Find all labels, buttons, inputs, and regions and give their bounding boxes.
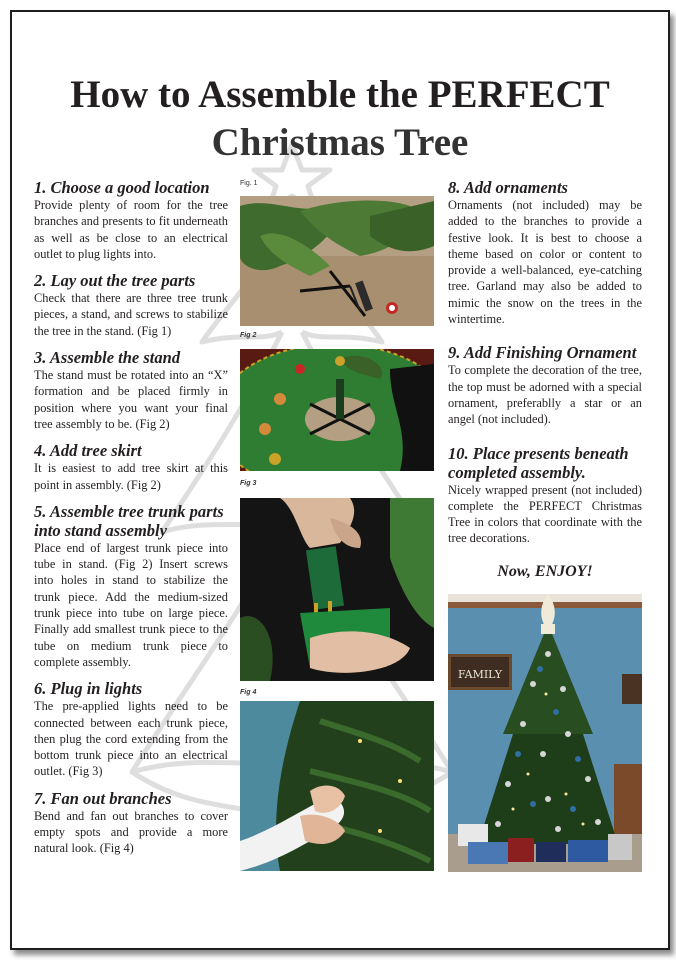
step-8 — [448, 178, 642, 327]
family-sign: FAMILY — [457, 668, 503, 681]
step-6 — [34, 679, 228, 779]
step-body: Nicely wrapped present (not included) complete the PERFECT Christmas Tree in colors that coordinate with the tree decorations. — [448, 482, 642, 546]
step-body: Bend and fan out branches to cover empty spots and provide a more natural look. (Fig 4) — [34, 808, 228, 856]
fig-3-label: Fig 3 — [240, 480, 257, 487]
step-body: It is easiest to add tree skirt at this point in assembly. (Fig 2) — [34, 461, 228, 492]
step-10 — [448, 444, 642, 547]
step-4 — [34, 441, 228, 493]
fig-4-photo — [240, 701, 434, 871]
step-2 — [34, 271, 228, 339]
step-1 — [34, 178, 228, 262]
step-body: The stand must be rotated into an “X” formation and be placed firmly in position where you want your final tree assembly to be. (Fig 2) — [34, 368, 228, 431]
fig-2-photo — [240, 349, 434, 471]
page-title: How to Assemble the PERFECT — [70, 73, 610, 116]
step-9 — [448, 343, 642, 427]
steps-right-column — [448, 178, 642, 581]
step-heading: 6. Plug in lights — [34, 679, 143, 699]
step-body: The pre-applied lights need to be connected between each trunk piece, then plug the cord extending from the bottom trunk piece into an electrical outlet. (Fig 3) — [34, 699, 228, 779]
step-heading: 7. Fan out branches — [34, 788, 172, 808]
step-body: Ornaments (not included) may be added to the branches to provide a festive look. It is best to choose a theme based on color or content to provide a well-balanced, eye-catching tree. Garland may also be added to mimic the snow on the trees in the wintertime. — [448, 198, 642, 327]
final-tree-photo — [448, 594, 642, 872]
step-heading: 2. Lay out the tree parts — [34, 271, 196, 291]
steps-left-column — [34, 178, 228, 866]
fig-1-label: Fig. 1 — [240, 180, 258, 187]
step-3 — [34, 348, 228, 432]
step-heading: 10. Place presents beneath completed assembly. — [448, 443, 629, 482]
step-body: Provide plenty of room for the tree branches and presents to fit underneath as well as be close to an electrical outlet to plug lights into. — [34, 198, 228, 261]
step-body: To complete the decoration of the tree, the top must be adorned with a special ornament, preferablly a star or an angel (not included). — [448, 363, 642, 427]
page-subtitle: Christmas Tree — [211, 121, 469, 164]
step-7 — [34, 789, 228, 857]
step-heading: 4. Add tree skirt — [34, 441, 142, 461]
step-heading: 3. Assemble the stand — [34, 348, 181, 368]
step-body: Check that there are three tree trunk pieces, a stand, and screws to stabilize the tree in the stand. (Fig 1) — [34, 291, 228, 338]
step-body: Place end of largest trunk piece into tube in stand. (Fig 2) Insert screws into holes in stand to stabilize the trunk piece. Add the medium-sized trunk piece into tube on large piece. Finally add smallest trunk piece to the tube on medium trunk piece to complete assembly. — [34, 540, 228, 669]
step-heading: 8. Add ornaments — [448, 178, 568, 197]
step-heading: 5. Assemble tree trunk parts into stand assembly — [34, 501, 224, 540]
step-heading: 9. Add Finishing Ornament — [448, 343, 637, 363]
step-5 — [34, 502, 228, 670]
fig-4-label: Fig 4 — [240, 689, 257, 696]
enjoy-caption: Now, ENJOY! — [497, 562, 593, 580]
fig-3-photo — [240, 498, 434, 681]
fig-2-label: Fig 2 — [240, 332, 257, 339]
page-frame — [10, 10, 670, 950]
fig-1-photo — [240, 196, 434, 326]
step-heading: 1. Choose a good location — [34, 178, 210, 197]
